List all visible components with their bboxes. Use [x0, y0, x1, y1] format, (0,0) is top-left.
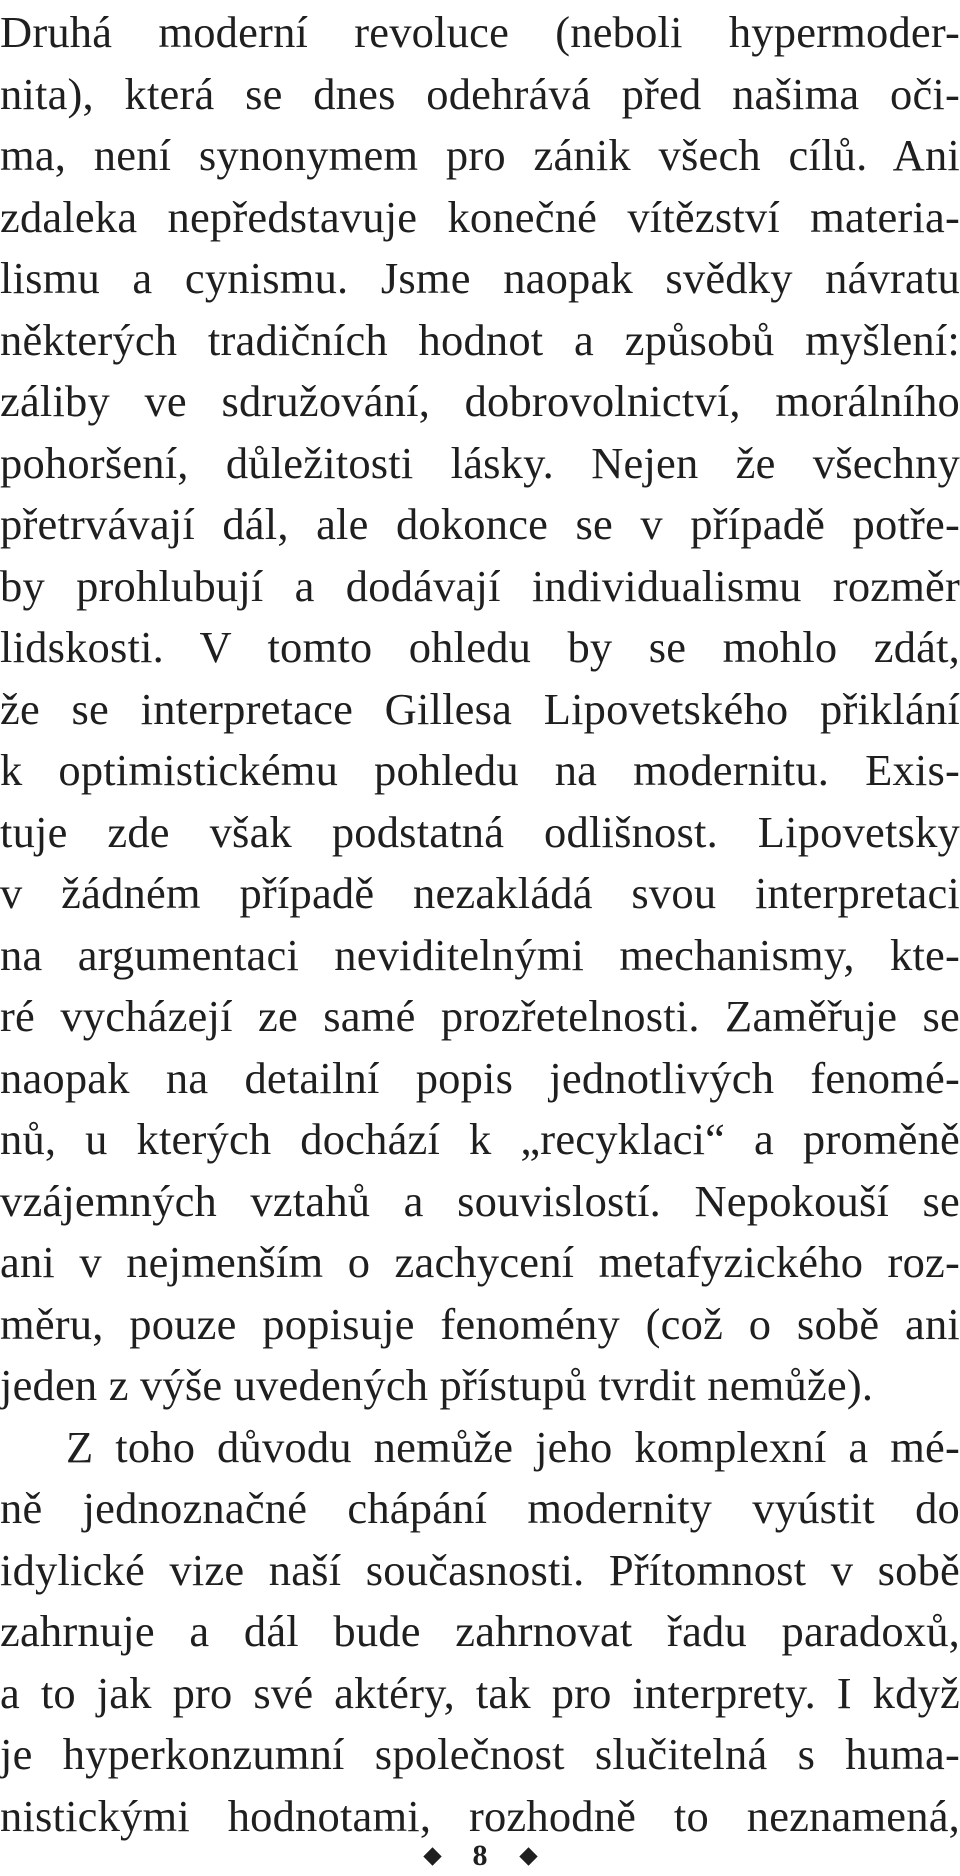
text-line: tuje zde však podstatná odlišnost. Lipovetsky [0, 806, 960, 857]
text-line: lismu a cynismu. Jsme naopak svědky návratu [0, 253, 960, 303]
text-line: nů, u kterých dochází k „recyklaci“ a proměně [0, 1114, 960, 1164]
diamond-icon [423, 1847, 441, 1865]
text-line: a to jak pro své aktéry, tak pro interprety. I když [0, 1667, 960, 1718]
page-body-text [0, 2, 960, 1847]
text-line: některých tradičních hodnot a způsobů myšlení: [0, 314, 960, 365]
diamond-icon [519, 1847, 537, 1865]
text-line: že se interpretace Gillesa Lipovetského přiklání [0, 683, 960, 734]
text-line: lidskosti. V tomto ohledu by se mohlo zdát, [0, 622, 960, 672]
text-line: ně jednoznačné chápání modernity vyústit do [0, 1483, 960, 1533]
text-line: měru, pouze popisuje fenomény (což o sobě ani [0, 1298, 960, 1349]
text-line: je hyperkonzumní společnost slučitelná s huma- [0, 1729, 960, 1779]
paragraph-end-line: jeden z výše uvedených přístupů tvrdit nemůže). [0, 1360, 874, 1410]
text-line: by prohlubují a dodávají individualismu rozměr [0, 560, 960, 611]
text-line: nistickými hodnotami, rozhodně to neznamená, [0, 1790, 960, 1841]
page-footer [0, 1836, 960, 1876]
text-line: idylické vize naší současnosti. Přítomnost v sobě [0, 1544, 960, 1595]
text-line: nita), která se dnes odehrává před našima oči- [0, 68, 960, 119]
paragraph-start-line: Z toho důvodu nemůže jeho komplexní a mé- [66, 1421, 960, 1472]
text-line: zahrnuje a dál bude zahrnovat řadu paradoxů, [0, 1606, 960, 1656]
text-line: na argumentaci neviditelnými mechanismy, kte- [0, 929, 960, 980]
text-line: ma, není synonymem pro zánik všech cílů. Ani [0, 130, 960, 180]
text-line: v žádném případě nezakládá svou interpretaci [0, 868, 960, 918]
text-line: ani v nejmenším o zachycení metafyzického roz- [0, 1237, 960, 1287]
text-line: vzájemných vztahů a souvislostí. Nepokouší se [0, 1175, 960, 1226]
text-line: k optimistickému pohledu na modernitu. Exis- [0, 745, 960, 795]
text-line: pohoršení, důležitosti lásky. Nejen že všechny [0, 437, 960, 488]
text-line: Druhá moderní revoluce (neboli hypermoder- [0, 7, 960, 57]
text-line: zdaleka nepředstavuje konečné vítězství materia- [0, 191, 960, 242]
text-line: přetrvávají dál, ale dokonce se v případě potře- [0, 499, 960, 549]
text-line: záliby ve sdružování, dobrovolnictví, morálního [0, 376, 960, 426]
text-line: ré vycházejí ze samé prozřetelnosti. Zaměřuje se [0, 991, 960, 1041]
page-number: 8 [472, 1839, 488, 1872]
text-line: naopak na detailní popis jednotlivých fenomé- [0, 1052, 960, 1103]
